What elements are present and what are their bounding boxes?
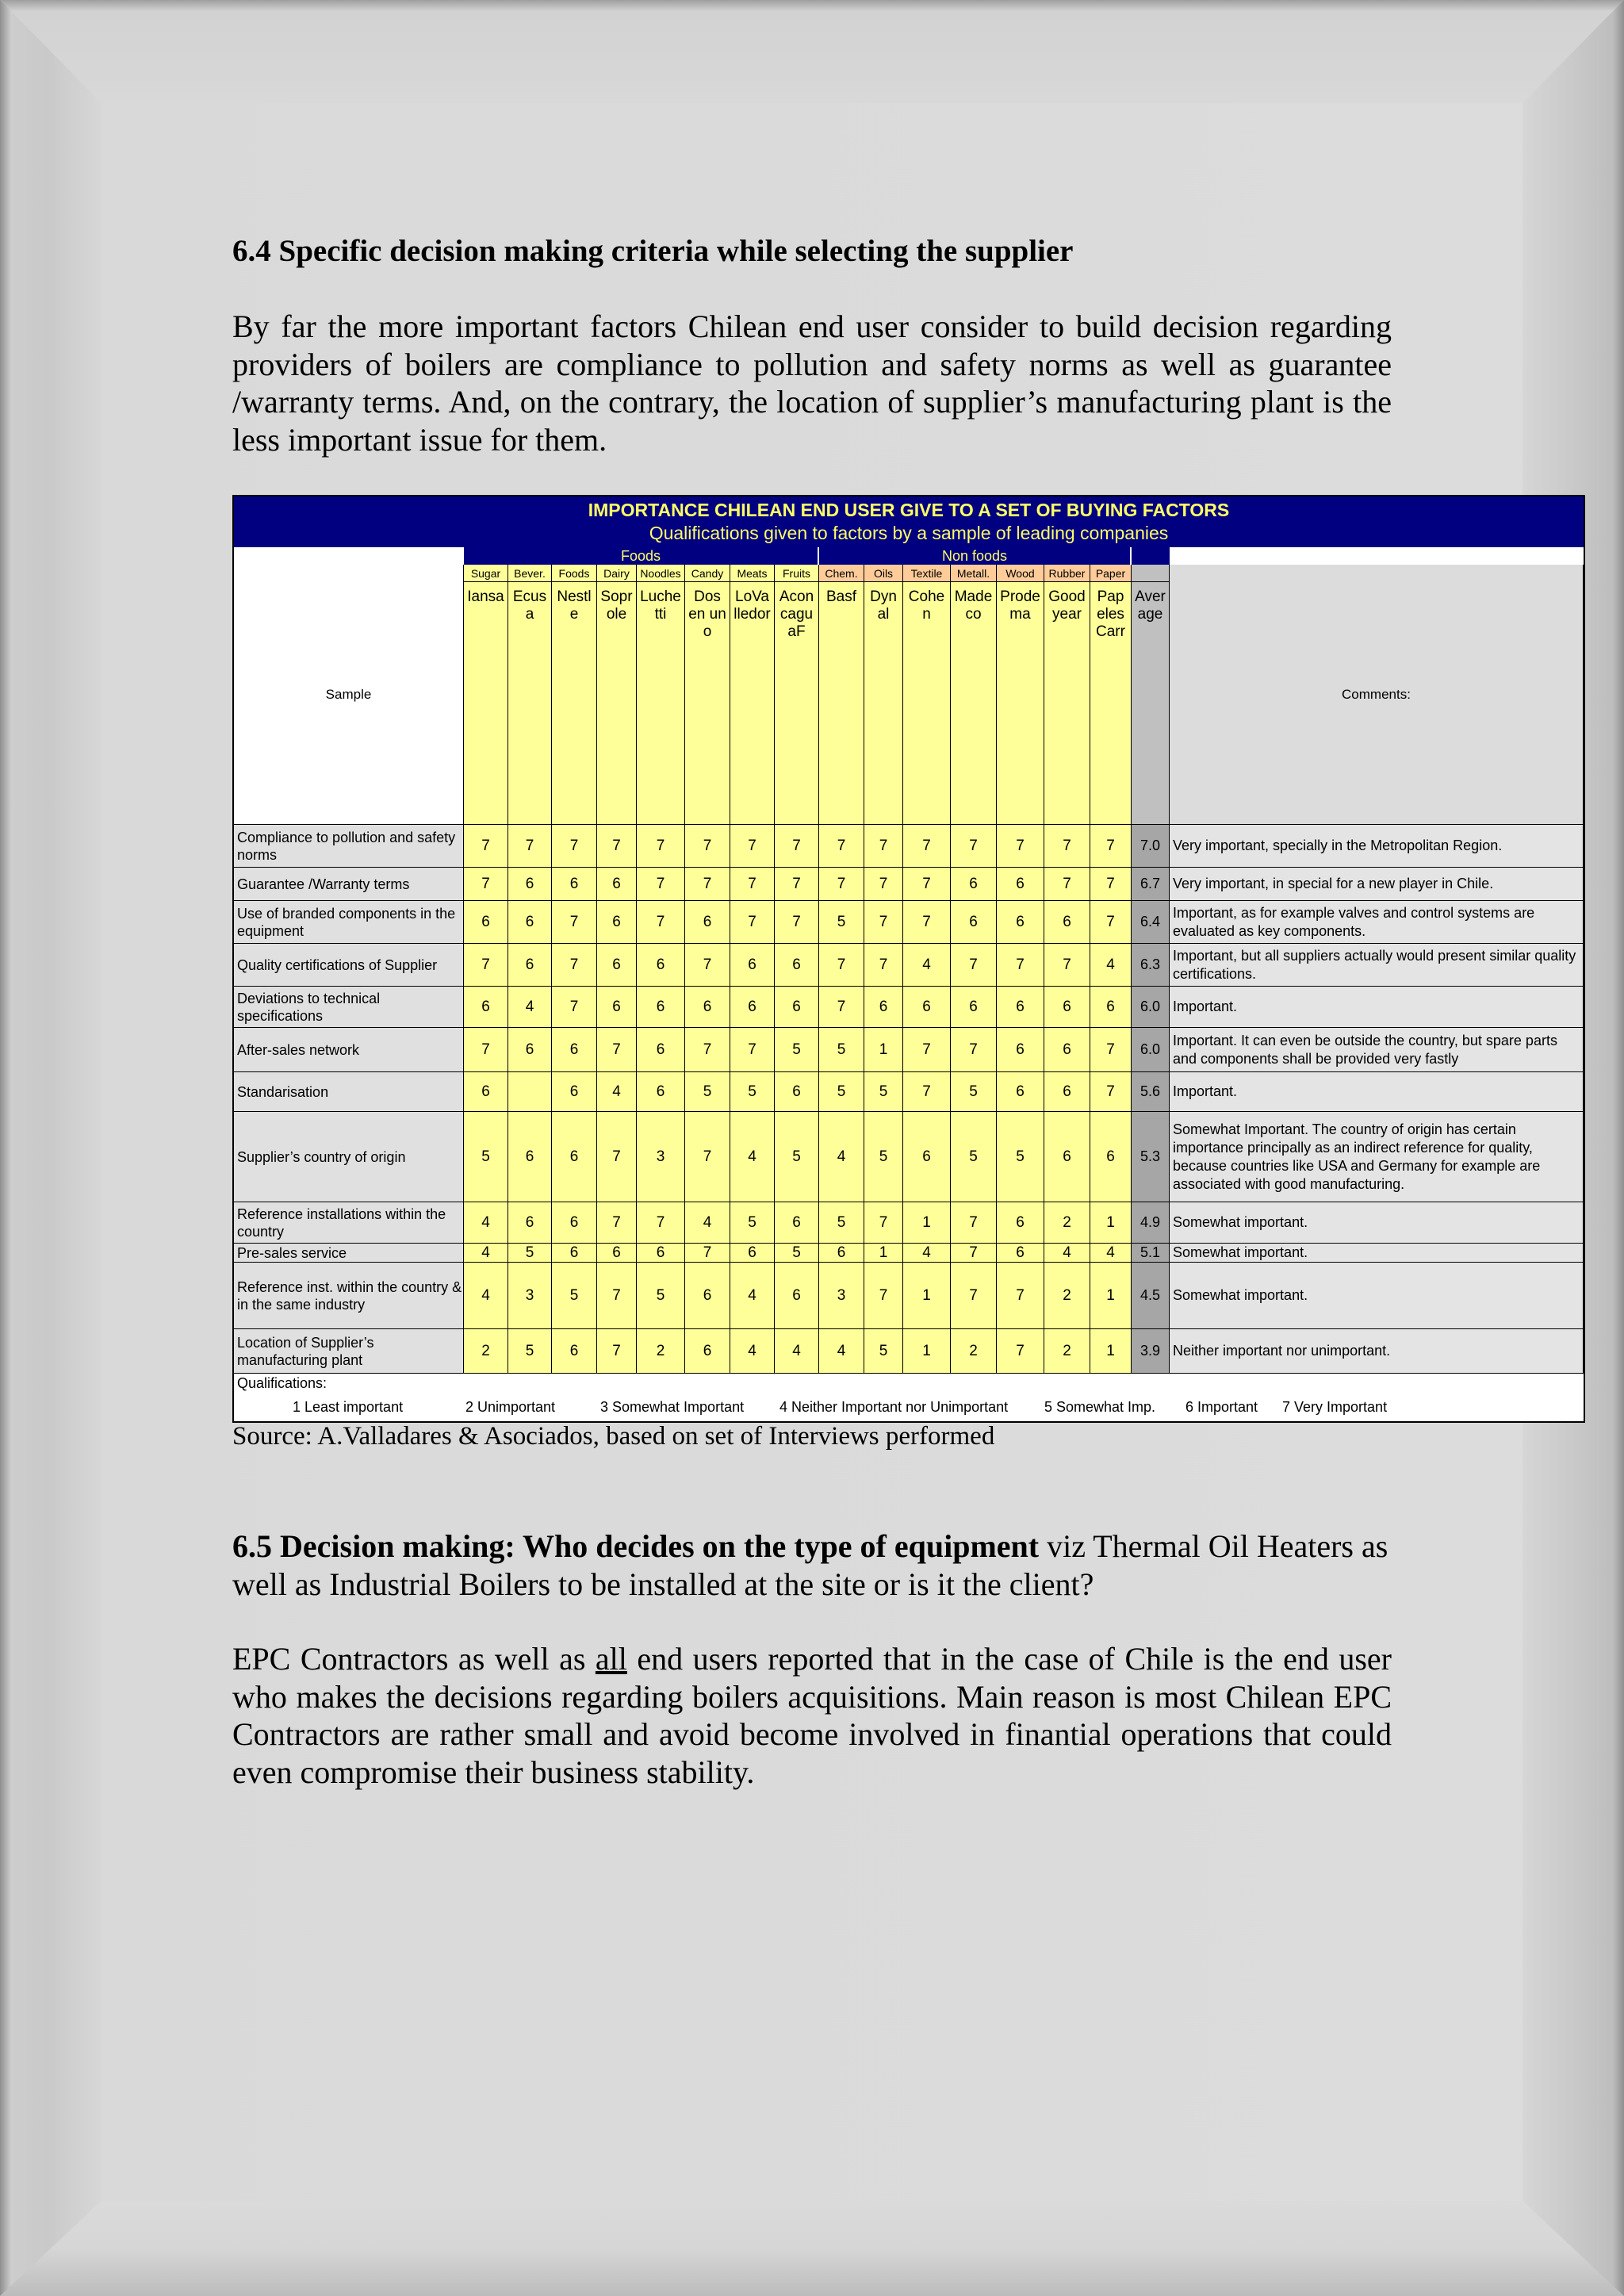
score-cell: 6 <box>775 1263 819 1329</box>
average-cell: 5.1 <box>1132 1244 1170 1263</box>
score-cell: 5 <box>864 1112 903 1202</box>
score-cell: 6 <box>730 987 775 1028</box>
score-cell: 6 <box>597 868 637 901</box>
qualification-item: 7 Very Important <box>1282 1399 1388 1415</box>
score-cell: 6 <box>508 901 552 944</box>
score-cell: 7 <box>951 1244 997 1263</box>
sector-header: Paper <box>1090 565 1132 582</box>
score-cell: 6 <box>685 1329 730 1374</box>
score-cell: 7 <box>951 1263 997 1329</box>
score-cell: 7 <box>685 1112 730 1202</box>
factor-label: Reference inst. within the country & in the same industry <box>234 1263 464 1329</box>
score-cell: 5 <box>775 1244 819 1263</box>
sector-header: Oils <box>864 565 903 582</box>
score-cell: 6 <box>903 1112 951 1202</box>
sector-header: Meats <box>730 565 775 582</box>
company-header: Madeco <box>951 582 997 825</box>
score-cell: 7 <box>1044 944 1090 987</box>
comment-cell: Important. <box>1170 1072 1584 1112</box>
score-cell: 7 <box>552 901 597 944</box>
score-cell: 7 <box>819 825 864 868</box>
score-cell: 1 <box>864 1244 903 1263</box>
score-cell: 6 <box>552 1202 597 1244</box>
score-cell: 7 <box>819 987 864 1028</box>
average-cell: 7.0 <box>1132 825 1170 868</box>
score-cell: 7 <box>552 987 597 1028</box>
score-cell: 6 <box>597 1244 637 1263</box>
score-cell: 7 <box>730 868 775 901</box>
factor-label: Deviations to technical specifications <box>234 987 464 1028</box>
section-6-5-heading <box>232 1527 1392 1603</box>
score-cell: 7 <box>864 868 903 901</box>
score-cell: 7 <box>597 1329 637 1374</box>
comment-cell: Important, but all suppliers actually would present similar quality certifications. <box>1170 944 1584 987</box>
score-cell: 6 <box>637 1072 685 1112</box>
company-header: Soprole <box>597 582 637 825</box>
score-cell: 6 <box>552 1028 597 1072</box>
comments-header: Comments: <box>1170 565 1584 825</box>
score-cell: 6 <box>552 1072 597 1112</box>
score-cell: 6 <box>637 944 685 987</box>
company-header: Iansa <box>464 582 508 825</box>
score-cell: 1 <box>1090 1263 1132 1329</box>
score-cell: 7 <box>1090 1072 1132 1112</box>
frame-bevel-bottom <box>0 2201 1624 2296</box>
score-cell: 6 <box>997 987 1044 1028</box>
company-header: Luchetti <box>637 582 685 825</box>
score-cell: 7 <box>775 901 819 944</box>
score-cell: 7 <box>685 944 730 987</box>
factor-label: Standarisation <box>234 1072 464 1112</box>
score-cell: 5 <box>819 1028 864 1072</box>
score-cell: 5 <box>951 1112 997 1202</box>
comment-cell: Somewhat important. <box>1170 1202 1584 1244</box>
score-cell: 7 <box>951 825 997 868</box>
company-header: Dos en uno <box>685 582 730 825</box>
company-header: LoValledor <box>730 582 775 825</box>
score-cell: 1 <box>903 1329 951 1374</box>
score-cell: 4 <box>730 1112 775 1202</box>
qualification-item: 4 Neither Important nor Unimportant <box>779 1399 1009 1415</box>
score-cell: 2 <box>1044 1329 1090 1374</box>
score-cell: 6 <box>775 1202 819 1244</box>
score-cell: 6 <box>597 987 637 1028</box>
factor-label: Pre-sales service <box>234 1244 464 1263</box>
score-cell: 6 <box>552 868 597 901</box>
score-cell: 3 <box>637 1112 685 1202</box>
sector-header: Sugar <box>464 565 508 582</box>
score-cell: 6 <box>819 1244 864 1263</box>
score-cell: 7 <box>552 825 597 868</box>
score-cell: 6 <box>1044 1072 1090 1112</box>
score-cell: 3 <box>508 1263 552 1329</box>
qualifications-label: Qualifications: <box>237 1375 327 1391</box>
average-cell: 6.0 <box>1132 1028 1170 1072</box>
factor-label: Quality certifications of Supplier <box>234 944 464 987</box>
score-cell: 6 <box>730 1244 775 1263</box>
score-cell: 6 <box>1090 1112 1132 1202</box>
company-header: PapelesCarr <box>1090 582 1132 825</box>
score-cell: 5 <box>775 1112 819 1202</box>
average-cell: 6.7 <box>1132 868 1170 901</box>
score-cell: 6 <box>903 987 951 1028</box>
score-cell: 6 <box>997 1244 1044 1263</box>
score-cell: 7 <box>903 825 951 868</box>
score-cell: 5 <box>775 1028 819 1072</box>
score-cell: 5 <box>730 1202 775 1244</box>
score-cell: 6 <box>464 987 508 1028</box>
score-cell: 7 <box>552 944 597 987</box>
score-cell: 5 <box>819 1202 864 1244</box>
factor-label: Reference installations within the country <box>234 1202 464 1244</box>
score-cell: 4 <box>508 987 552 1028</box>
sector-header: Foods <box>552 565 597 582</box>
score-cell: 7 <box>730 825 775 868</box>
comment-cell: Very important, in special for a new player in Chile. <box>1170 868 1584 901</box>
score-cell: 6 <box>464 1072 508 1112</box>
qualification-item: 6 Important <box>1185 1399 1258 1415</box>
score-cell: 7 <box>775 825 819 868</box>
score-cell: 7 <box>1044 825 1090 868</box>
score-cell: 2 <box>951 1329 997 1374</box>
comment-cell: Neither important nor unimportant. <box>1170 1329 1584 1374</box>
score-cell: 6 <box>637 987 685 1028</box>
score-cell: 6 <box>464 901 508 944</box>
score-cell: 7 <box>637 868 685 901</box>
score-cell: 3 <box>819 1263 864 1329</box>
score-cell: 7 <box>903 1028 951 1072</box>
qualifications-legend <box>234 1374 1584 1420</box>
score-cell: 6 <box>1090 987 1132 1028</box>
average-cell: 4.5 <box>1132 1263 1170 1329</box>
score-cell: 7 <box>997 944 1044 987</box>
sample-header: Sample <box>234 565 464 825</box>
group-average-spacer <box>1132 547 1170 565</box>
score-cell: 6 <box>997 901 1044 944</box>
sector-header: Wood <box>997 565 1044 582</box>
score-cell: 5 <box>819 901 864 944</box>
average-cell: 6.3 <box>1132 944 1170 987</box>
score-cell: 4 <box>464 1244 508 1263</box>
score-cell: 7 <box>951 944 997 987</box>
factor-label: Location of Supplier’s manufacturing plant <box>234 1329 464 1374</box>
score-cell: 5 <box>819 1072 864 1112</box>
sector-header: Dairy <box>597 565 637 582</box>
source-note: Source: A.Valladares & Asociados, based on set of Interviews performed <box>232 1422 995 1451</box>
score-cell: 7 <box>597 1112 637 1202</box>
score-cell: 2 <box>1044 1202 1090 1244</box>
score-cell: 6 <box>637 1244 685 1263</box>
average-cell: 4.9 <box>1132 1202 1170 1244</box>
score-cell: 4 <box>730 1329 775 1374</box>
buying-factors-table <box>232 495 1585 1423</box>
score-cell: 5 <box>508 1244 552 1263</box>
qualification-item: 1 Least important <box>293 1399 404 1415</box>
score-cell: 7 <box>597 1028 637 1072</box>
score-cell: 5 <box>685 1072 730 1112</box>
score-cell: 4 <box>903 1244 951 1263</box>
table-subtitle: Qualifications given to factors by a sample of leading companies <box>649 523 1169 543</box>
score-cell: 7 <box>1044 868 1090 901</box>
score-cell: 4 <box>1090 944 1132 987</box>
score-cell: 7 <box>864 944 903 987</box>
score-cell: 7 <box>864 1202 903 1244</box>
score-cell: 7 <box>637 825 685 868</box>
score-cell: 6 <box>597 901 637 944</box>
score-cell: 1 <box>903 1202 951 1244</box>
factor-label: After-sales network <box>234 1028 464 1072</box>
average-cell: 3.9 <box>1132 1329 1170 1374</box>
score-cell: 6 <box>951 901 997 944</box>
score-cell: 7 <box>464 944 508 987</box>
score-cell: 6 <box>1044 1112 1090 1202</box>
comment-cell: Important. It can even be outside the country, but spare parts and components shall be provided very fastly <box>1170 1028 1584 1072</box>
score-cell: 6 <box>1044 1028 1090 1072</box>
qualification-item: 3 Somewhat Important <box>600 1399 745 1415</box>
score-cell <box>508 1072 552 1112</box>
score-cell: 7 <box>508 825 552 868</box>
group-foods: Foods <box>464 547 818 565</box>
score-cell: 7 <box>1090 1028 1132 1072</box>
score-cell: 7 <box>997 1263 1044 1329</box>
sector-header: Noodles <box>637 565 685 582</box>
score-cell: 6 <box>508 1202 552 1244</box>
score-cell: 5 <box>864 1072 903 1112</box>
sector-header: Candy <box>685 565 730 582</box>
qualification-item: 5 Somewhat Imp. <box>1044 1399 1156 1415</box>
score-cell: 5 <box>864 1329 903 1374</box>
score-cell: 2 <box>1044 1263 1090 1329</box>
score-cell: 5 <box>464 1112 508 1202</box>
score-cell: 7 <box>464 1028 508 1072</box>
score-cell: 6 <box>1044 901 1090 944</box>
score-cell: 7 <box>637 901 685 944</box>
score-cell: 5 <box>637 1263 685 1329</box>
score-cell: 4 <box>903 944 951 987</box>
average-cell: 6.4 <box>1132 901 1170 944</box>
sector-header: Metall. <box>951 565 997 582</box>
score-cell: 7 <box>903 868 951 901</box>
factor-label: Compliance to pollution and safety norms <box>234 825 464 868</box>
sector-header: Fruits <box>775 565 819 582</box>
score-cell: 4 <box>597 1072 637 1112</box>
score-cell: 6 <box>775 944 819 987</box>
score-cell: 7 <box>1090 825 1132 868</box>
sector-header: Textile <box>903 565 951 582</box>
section-6-5-text-end: end users reported that in the case of Chile is the end user who makes the decisions regarding boilers acquisitions. Main reason is most Chilean EPC Contractors are rather small and avoid become involved in finantial operations that could even compromise their business stability. <box>232 1641 1392 1790</box>
comment-cell: Somewhat important. <box>1170 1244 1584 1263</box>
score-cell: 6 <box>951 868 997 901</box>
section-6-5-text-start: EPC Contractors as well as <box>232 1641 596 1677</box>
company-header: AconcaguaF <box>775 582 819 825</box>
score-cell: 7 <box>864 1263 903 1329</box>
score-cell: 7 <box>951 1028 997 1072</box>
average-sector-header <box>1132 565 1170 582</box>
section-6-5-paragraph <box>232 1640 1392 1791</box>
score-cell: 6 <box>552 1244 597 1263</box>
score-cell: 4 <box>819 1112 864 1202</box>
score-cell: 5 <box>951 1072 997 1112</box>
section-6-4-paragraph: By far the more important factors Chilean end user consider to build decision regarding providers of boilers are compliance to pollution and safety norms as well as guarantee /warranty terms. And, on the contrary, the location of supplier’s manufacturing plant is the less important issue for them. <box>232 309 1392 458</box>
score-cell: 7 <box>903 1072 951 1112</box>
score-cell: 6 <box>775 987 819 1028</box>
score-cell: 7 <box>903 901 951 944</box>
section-6-5-title-bold: 6.5 Decision making: Who decides on the type of equipment <box>232 1528 1040 1564</box>
score-cell: 7 <box>685 868 730 901</box>
average-cell: 5.3 <box>1132 1112 1170 1202</box>
group-nonfoods: Non foods <box>819 547 1130 565</box>
factor-label: Use of branded components in the equipment <box>234 901 464 944</box>
score-cell: 4 <box>775 1329 819 1374</box>
score-cell: 2 <box>637 1329 685 1374</box>
score-cell: 4 <box>819 1329 864 1374</box>
score-cell: 4 <box>1090 1244 1132 1263</box>
qualification-item: 2 Unimportant <box>465 1399 556 1415</box>
score-cell: 1 <box>1090 1202 1132 1244</box>
score-cell: 7 <box>819 868 864 901</box>
score-cell: 6 <box>775 1072 819 1112</box>
sector-header: Rubber <box>1044 565 1090 582</box>
score-cell: 6 <box>730 944 775 987</box>
score-cell: 7 <box>685 1244 730 1263</box>
factor-label: Guarantee /Warranty terms <box>234 868 464 901</box>
score-cell: 5 <box>508 1329 552 1374</box>
score-cell: 7 <box>1090 901 1132 944</box>
score-cell: 5 <box>730 1072 775 1112</box>
company-header: Basf <box>819 582 864 825</box>
score-cell: 7 <box>685 825 730 868</box>
score-cell: 2 <box>464 1329 508 1374</box>
score-cell: 4 <box>730 1263 775 1329</box>
company-header: Prodema <box>997 582 1044 825</box>
score-cell: 7 <box>464 825 508 868</box>
score-cell: 7 <box>597 825 637 868</box>
score-cell: 5 <box>997 1112 1044 1202</box>
company-header: Cohen <box>903 582 951 825</box>
score-cell: 7 <box>730 1028 775 1072</box>
score-cell: 1 <box>864 1028 903 1072</box>
score-cell: 7 <box>997 825 1044 868</box>
score-cell: 6 <box>997 868 1044 901</box>
score-cell: 7 <box>597 1202 637 1244</box>
factor-label: Supplier’s country of origin <box>234 1112 464 1202</box>
table-header <box>234 496 1584 547</box>
score-cell: 7 <box>730 901 775 944</box>
comment-cell: Very important, specially in the Metropolitan Region. <box>1170 825 1584 868</box>
score-cell: 6 <box>508 944 552 987</box>
company-header: Nestle <box>552 582 597 825</box>
score-cell: 6 <box>685 1263 730 1329</box>
score-cell: 7 <box>637 1202 685 1244</box>
score-cell: 4 <box>1044 1244 1090 1263</box>
score-cell: 7 <box>951 1202 997 1244</box>
score-cell: 6 <box>685 901 730 944</box>
sector-header: Bever. <box>508 565 552 582</box>
score-cell: 7 <box>464 868 508 901</box>
score-cell: 6 <box>508 868 552 901</box>
score-cell: 6 <box>508 1112 552 1202</box>
score-cell: 6 <box>508 1028 552 1072</box>
frame-bevel-top <box>0 0 1624 103</box>
score-cell: 6 <box>552 1329 597 1374</box>
score-cell: 6 <box>597 944 637 987</box>
score-cell: 6 <box>1044 987 1090 1028</box>
comment-cell: Important, as for example valves and control systems are evaluated as key components. <box>1170 901 1584 944</box>
score-cell: 6 <box>552 1112 597 1202</box>
score-cell: 4 <box>685 1202 730 1244</box>
score-cell: 6 <box>997 1202 1044 1244</box>
section-6-5-title-rest: viz Thermal Oil Heaters as well as Industrial Boilers to be installed at the site or is it the client? <box>232 1528 1388 1602</box>
company-header: Ecusa <box>508 582 552 825</box>
score-cell: 7 <box>819 944 864 987</box>
score-cell: 7 <box>1090 868 1132 901</box>
score-cell: 6 <box>637 1028 685 1072</box>
company-header: Goodyear <box>1044 582 1090 825</box>
comment-cell: Important. <box>1170 987 1584 1028</box>
score-cell: 6 <box>864 987 903 1028</box>
sector-header: Chem. <box>819 565 864 582</box>
section-6-5-underline-all: all <box>595 1641 627 1677</box>
score-cell: 5 <box>552 1263 597 1329</box>
score-cell: 1 <box>1090 1329 1132 1374</box>
frame-bevel-left <box>0 0 102 2296</box>
score-cell: 4 <box>464 1263 508 1329</box>
score-cell: 1 <box>903 1263 951 1329</box>
score-cell: 7 <box>775 868 819 901</box>
score-cell: 6 <box>997 1028 1044 1072</box>
average-header: Average <box>1132 582 1170 825</box>
score-cell: 7 <box>997 1329 1044 1374</box>
score-cell: 4 <box>464 1202 508 1244</box>
average-cell: 5.6 <box>1132 1072 1170 1112</box>
average-cell: 6.0 <box>1132 987 1170 1028</box>
comment-cell: Somewhat Important. The country of origin has certain importance principally as an indirect reference for quality, because countries like USA and Germany for example are associated with good manufacturing. <box>1170 1112 1584 1202</box>
comment-cell: Somewhat important. <box>1170 1263 1584 1329</box>
score-cell: 6 <box>951 987 997 1028</box>
score-cell: 6 <box>997 1072 1044 1112</box>
section-6-4-heading: 6.4 Specific decision making criteria while selecting the supplier <box>232 234 1074 268</box>
score-cell: 7 <box>685 1028 730 1072</box>
score-cell: 6 <box>685 987 730 1028</box>
score-cell: 7 <box>864 825 903 868</box>
table-title: IMPORTANCE CHILEAN END USER GIVE TO A SET OF BUYING FACTORS <box>588 500 1230 520</box>
score-cell: 7 <box>597 1263 637 1329</box>
score-cell: 7 <box>864 901 903 944</box>
company-header: Dynal <box>864 582 903 825</box>
